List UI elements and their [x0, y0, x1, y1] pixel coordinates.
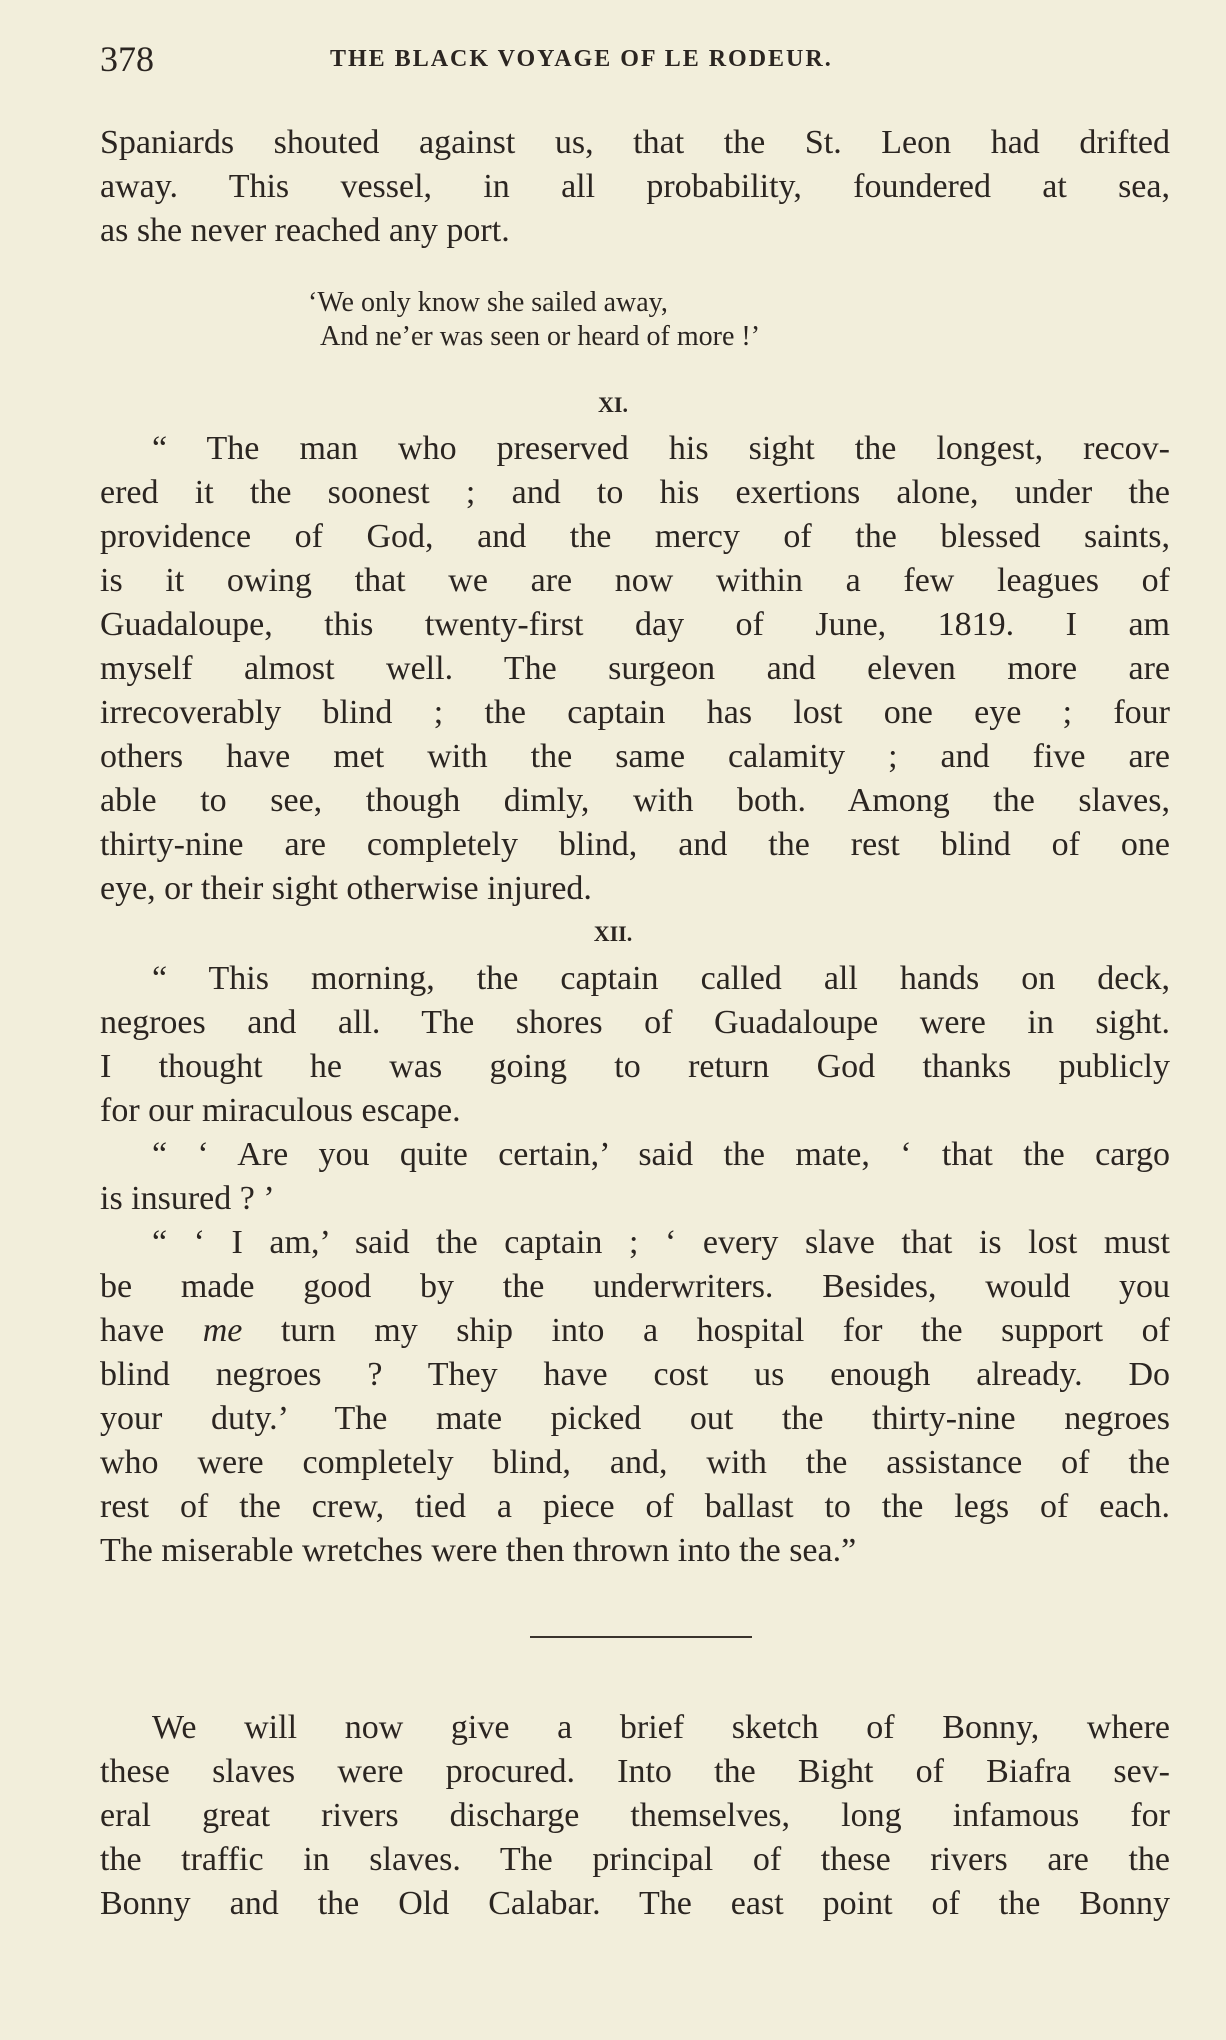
text-line: able to see, though dimly, with both. Among the slaves,	[100, 782, 1170, 819]
text-line: “ This morning, the captain called all hands on deck,	[152, 960, 1170, 997]
text-line: these slaves were procured. Into the Bight of Biafra sev-	[100, 1753, 1170, 1790]
section-number-xi: XI.	[598, 392, 628, 417]
text-line	[100, 1309, 1170, 1353]
text-line: “ ‘ Are you quite certain,’ said the mate, ‘ that the cargo	[152, 1136, 1170, 1173]
verse-quote	[308, 286, 760, 354]
text-line: negroes and all. The shores of Guadaloupe were in sight.	[100, 1004, 1170, 1041]
quote-line: ‘We only know she sailed away,	[308, 287, 668, 318]
text-line: rest of the crew, tied a piece of ballast to the legs of each.	[100, 1488, 1170, 1525]
section-number-xii: XII.	[593, 921, 633, 946]
paragraph	[100, 957, 1170, 1133]
paragraph	[100, 1133, 1170, 1221]
text-line: Bonny and the Old Calabar. The east point of the Bonny	[100, 1885, 1170, 1922]
running-head: THE BLACK VOYAGE OF LE RODEUR.	[330, 46, 833, 72]
text-segment: have	[100, 1312, 203, 1349]
text-line: “ ‘ I am,’ said the captain ; ‘ every slave that is lost must	[152, 1224, 1170, 1261]
text-line: We will now give a brief sketch of Bonny, where	[152, 1709, 1170, 1746]
text-line: others have met with the same calamity ; and five are	[100, 738, 1170, 775]
text-line: irrecoverably blind ; the captain has lost one eye ; four	[100, 694, 1170, 731]
text-line: for our miraculous escape.	[100, 1092, 461, 1129]
text-line: away. This vessel, in all probability, foundered at sea,	[100, 168, 1170, 205]
text-line: your duty.’ The mate picked out the thirty-nine negroes	[100, 1400, 1170, 1437]
text-line: eye, or their sight otherwise injured.	[100, 870, 592, 907]
text-line: blind negroes ? They have cost us enough already. Do	[100, 1356, 1170, 1393]
section-xii-body	[100, 957, 1170, 1573]
italic-word: me	[202, 1312, 243, 1349]
quote-line: And ne’er was seen or heard of more !’	[320, 321, 761, 352]
text-line: the traffic in slaves. The principal of these rivers are the	[100, 1841, 1170, 1878]
section-divider-rule	[530, 1636, 752, 1638]
text-line: The miserable wretches were then thrown into the sea.”	[100, 1532, 857, 1569]
text-line: eral great rivers discharge themselves, long infamous for	[100, 1797, 1170, 1834]
text-line: I thought he was going to return God thanks publicly	[100, 1048, 1170, 1085]
paragraph-closing	[100, 1706, 1170, 1926]
text-line: providence of God, and the mercy of the blessed saints,	[100, 518, 1170, 555]
paragraph	[100, 427, 1170, 911]
text-line: “ The man who preserved his sight the longest, recov-	[152, 430, 1170, 467]
text-line: be made good by the underwriters. Besides, would you	[100, 1268, 1170, 1305]
text-line: Spaniards shouted against us, that the St. Leon had drifted	[100, 124, 1170, 161]
paragraph-opening	[100, 121, 1170, 253]
page-number: 378	[100, 39, 154, 79]
text-line: thirty-nine are completely blind, and the rest blind of one	[100, 826, 1170, 863]
paragraph	[100, 1221, 1170, 1573]
text-line: is insured ? ’	[100, 1180, 275, 1217]
section-xi-body	[100, 427, 1170, 911]
text-line: as she never reached any port.	[100, 212, 510, 249]
text-segment: turn my ship into a hospital for the support of	[242, 1312, 1171, 1349]
text-line: who were completely blind, and, with the assistance of the	[100, 1444, 1170, 1481]
text-line: myself almost well. The surgeon and eleven more are	[100, 650, 1170, 687]
text-line: Guadaloupe, this twenty-first day of June, 1819. I am	[100, 606, 1170, 643]
text-line: ered it the soonest ; and to his exertions alone, under the	[100, 474, 1170, 511]
text-line: is it owing that we are now within a few leagues of	[100, 562, 1170, 599]
